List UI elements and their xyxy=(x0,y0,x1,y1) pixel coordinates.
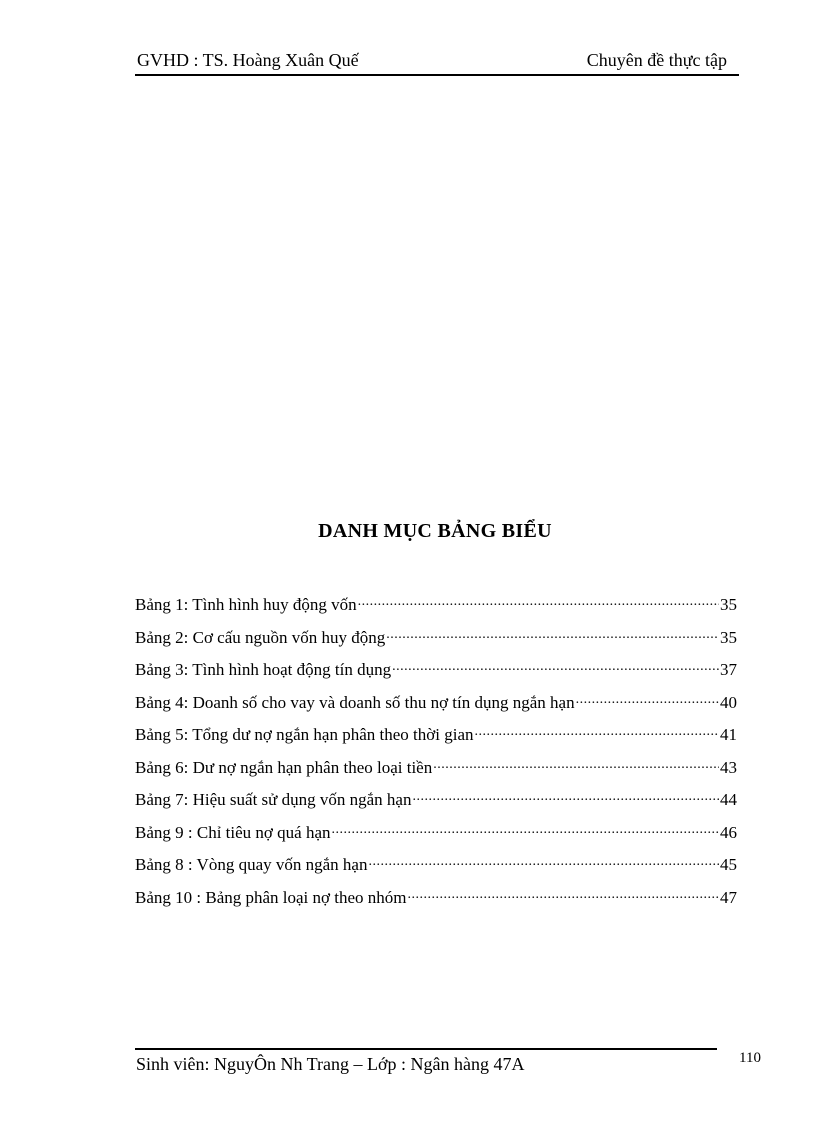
footer-divider xyxy=(135,1048,717,1050)
header-advisor: GVHD : TS. Hoàng Xuân Quế xyxy=(137,50,359,70)
toc-item-page: 40 xyxy=(720,692,737,712)
toc-leader-dots xyxy=(368,853,719,870)
toc-leader-dots xyxy=(412,788,719,805)
toc-item xyxy=(135,593,737,626)
toc-item-label: Bảng 5: Tổng dư nợ ngắn hạn phân theo thời gian xyxy=(135,725,474,744)
toc-leader-dots xyxy=(576,691,719,708)
toc-item-label: Bảng 7: Hiệu suất sử dụng vốn ngắn hạn xyxy=(135,790,412,809)
toc-item-label: Bảng 10 : Bảng phân loại nợ theo nhóm xyxy=(135,887,407,907)
toc-item-page: 46 xyxy=(720,822,737,842)
header-document-type: Chuyên đề thực tập xyxy=(586,50,727,70)
toc-leader-dots xyxy=(475,723,720,740)
toc-leader-dots xyxy=(408,886,719,903)
toc-item xyxy=(135,658,737,691)
toc-item xyxy=(135,691,737,724)
toc-leader-dots xyxy=(433,756,719,773)
toc-item-page: 44 xyxy=(720,790,737,809)
toc-item-page: 35 xyxy=(720,627,737,647)
toc-item-label: Bảng 1: Tình hình huy động vốn xyxy=(135,595,357,614)
toc-item xyxy=(135,626,737,659)
toc-item-label: Bảng 2: Cơ cấu nguồn vốn huy động xyxy=(135,627,386,647)
toc-leader-dots xyxy=(392,658,719,675)
toc-item-page: 43 xyxy=(720,757,737,777)
page-title: DANH MỤC BẢNG BIỂU xyxy=(318,520,552,542)
toc-item xyxy=(135,821,737,854)
toc-leader-dots xyxy=(358,593,719,610)
toc-item-label: Bảng 6: Dư nợ ngắn hạn phân theo loại tiền xyxy=(135,757,433,777)
toc-item xyxy=(135,723,737,756)
toc-item-page: 35 xyxy=(720,595,737,614)
toc-leader-dots xyxy=(332,821,720,838)
toc-item xyxy=(135,788,737,821)
page-header xyxy=(135,48,739,76)
table-list xyxy=(135,593,737,918)
toc-leader-dots xyxy=(386,626,719,643)
toc-item-label: Bảng 3: Tình hình hoạt động tín dụng xyxy=(135,660,392,679)
toc-item-label: Bảng 8 : Vòng quay vốn ngắn hạn xyxy=(135,855,368,874)
toc-item-page: 37 xyxy=(720,660,737,679)
toc-item-label: Bảng 9 : Chỉ tiêu nợ quá hạn xyxy=(135,822,331,842)
toc-item xyxy=(135,853,737,886)
toc-item-page: 41 xyxy=(720,725,737,744)
toc-item xyxy=(135,886,737,919)
toc-item-label: Bảng 4: Doanh số cho vay và doanh số thu nợ tín dụng ngắn hạn xyxy=(135,692,575,712)
page-number: 110 xyxy=(739,1050,761,1066)
footer-student-info: Sinh viên: NguyÔn Nh Trang – Lớp : Ngân hàng 47A xyxy=(136,1054,525,1074)
toc-item-page: 45 xyxy=(720,855,737,874)
toc-item xyxy=(135,756,737,789)
toc-item-page: 47 xyxy=(720,887,737,907)
